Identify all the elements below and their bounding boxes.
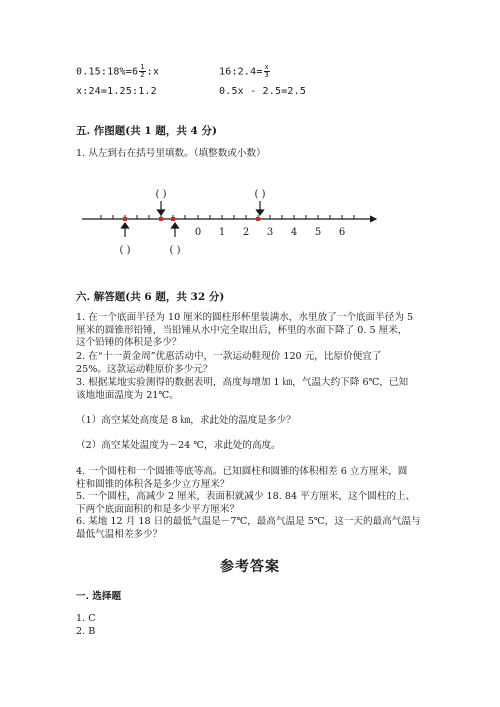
equation-1 bbox=[76, 64, 159, 79]
up-arrows bbox=[122, 223, 179, 237]
section-5-heading: 五. 作图题(共 1 题，共 4 分) bbox=[76, 125, 217, 137]
red-point-c bbox=[171, 217, 175, 221]
answer-item-2: 2. B bbox=[76, 625, 96, 637]
red-point-d bbox=[256, 217, 260, 221]
number-line-figure bbox=[0, 185, 500, 265]
question-3-sub-2: （2）高空某处温度为－24 ℃，求此处的高度。 bbox=[76, 440, 281, 451]
tick-label-3: 3 bbox=[266, 227, 274, 238]
question-3-sub-1: （1）高空某处高度是 8 ㎞，求此处的温度是多少？ bbox=[76, 415, 296, 426]
red-point-b bbox=[159, 217, 163, 221]
tick-label-5: 5 bbox=[314, 227, 322, 238]
equation-1-left: 0.15:18%=6 bbox=[76, 66, 139, 78]
question-3: 3. 根据某地实验测得的数据表明，高度每增加 1 ㎞，气温大约下降 6℃，已知 该地地面温度为 21℃。 bbox=[76, 377, 409, 401]
answers-section-1-heading: 一. 选择题 bbox=[76, 591, 122, 602]
answer-brackets bbox=[120, 189, 266, 256]
equation-2 bbox=[219, 64, 271, 79]
equation-3: x:24=1.25:1.2 bbox=[76, 86, 157, 97]
question-4: 4. 一个圆柱和一个圆锥等底等高。已知圆柱和圆锥的体积相差 6 立方厘米，圆 柱和圆锥的体积各是多少立方厘米？ bbox=[76, 466, 408, 490]
question-5: 5. 一个圆柱，高减少 2 厘米，表面积就减少 18. 84 平方厘米，这个圆柱的上、 下两个底面面积的和是多少平方厘米？ bbox=[76, 491, 416, 515]
equation-1-right: :x bbox=[146, 66, 160, 78]
answer-list bbox=[76, 613, 426, 638]
answer-item-1: 1. C bbox=[76, 613, 96, 624]
section-5-question-1: 1. 从左到右在括号里填数。（填整数或小数） bbox=[76, 148, 266, 159]
section-6-heading: 六. 解答题(共 6 题，共 32 分) bbox=[76, 291, 225, 303]
number-line-tick-labels bbox=[195, 227, 345, 238]
red-point-a bbox=[123, 217, 127, 221]
tick-label-1: 1 bbox=[218, 227, 226, 238]
bracket-bottom-2: ( ) bbox=[169, 245, 181, 256]
question-6: 6. 某地 12 月 18 日的最低气温是－7℃，最高气温是 5℃，这一天的最高气温与 最低气温相差多少？ bbox=[76, 516, 421, 540]
fraction-one-half: $\frac{1}{2}$ bbox=[140, 63, 145, 79]
down-arrows bbox=[158, 201, 264, 215]
bracket-top-2: ( ) bbox=[254, 189, 266, 200]
tick-label-4: 4 bbox=[290, 227, 298, 238]
bracket-top-1: ( ) bbox=[155, 189, 167, 200]
tick-label-6: 6 bbox=[338, 227, 346, 238]
equation-2-left: 16:2.4= bbox=[219, 66, 263, 78]
tick-label-2: 2 bbox=[242, 227, 250, 238]
tick-label-0: 0 bbox=[194, 227, 202, 238]
answers-title: 参考答案 bbox=[220, 559, 280, 575]
fraction-x-over-3: $\frac{x}{3}$ bbox=[264, 63, 269, 79]
question-1: 1. 在一个底面半径为 10 厘米的圆柱形杯里装满水，水里放了一个底面半径为 5 厘米的圆锥形铅锤，当铅锤从水中完全取出后，杯里的水面下降了 0. 5 厘米， 这个铅锤的体积是多少？ bbox=[76, 312, 414, 348]
question-2: 2. 在“十一黄金周”优惠活动中，一款运动鞋现价 120 元，比原价便宜了 25%。这款运动鞋原价多少元？ bbox=[76, 351, 382, 375]
number-line-minor-ticks bbox=[101, 215, 354, 219]
bracket-bottom-1: ( ) bbox=[119, 245, 131, 256]
equation-4: 0.5x - 2.5=2.5 bbox=[219, 86, 307, 97]
